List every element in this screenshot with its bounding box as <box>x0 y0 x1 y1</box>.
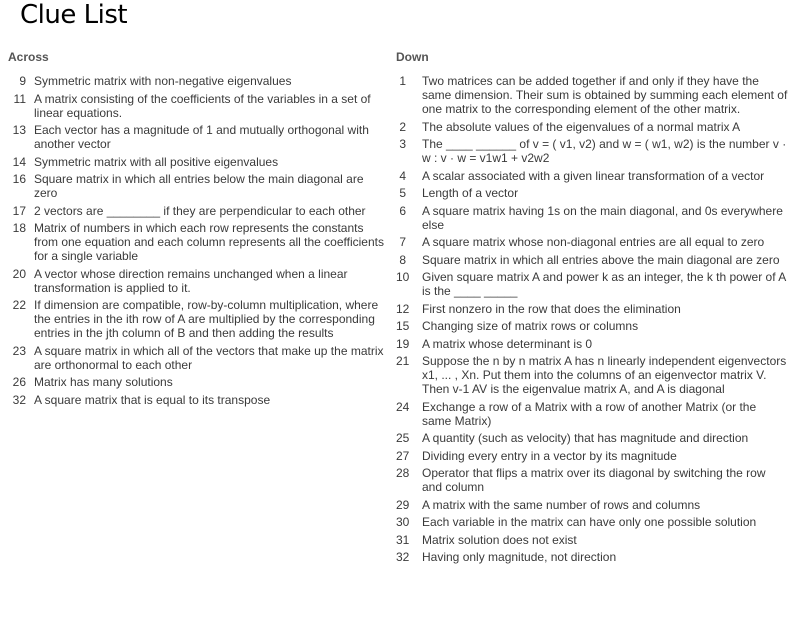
clue-item <box>396 120 788 134</box>
across-column <box>8 50 388 410</box>
clue-text: First nonzero in the row that does the elimination <box>422 301 681 316</box>
clue-number: 17 <box>12 203 26 218</box>
clue-number: 13 <box>12 123 26 137</box>
clue-item <box>396 186 788 200</box>
clue-text: Symmetric matrix with non-negative eigenvalues <box>34 74 292 88</box>
clue-item <box>396 302 788 316</box>
clue-text: Square matrix in which all entries above the main diagonal are zero <box>422 252 780 267</box>
clue-number: 25 <box>396 431 410 445</box>
clue-item <box>8 344 388 372</box>
clue-item <box>396 169 788 183</box>
clue-text: If dimension are compatible, row-by-column multiplication, where the entries in the ith row of A are multiplied by the corresponding entries in the jth column of B and then adding the results <box>34 298 379 340</box>
clue-number: 14 <box>12 154 26 169</box>
clue-text: A matrix consisting of the coefficients of the variables in a set of linear equations. <box>34 91 371 120</box>
clue-item <box>396 319 788 333</box>
clue-number: 30 <box>396 515 410 529</box>
clue-item <box>8 74 388 88</box>
clue-number: 26 <box>12 375 26 389</box>
down-heading: Down <box>396 50 429 64</box>
clue-text: Operator that flips a matrix over its diagonal by switching the row and column <box>422 466 766 494</box>
clue-number: 29 <box>396 497 410 512</box>
clue-text: Changing size of matrix rows or columns <box>422 319 639 333</box>
clue-item <box>396 270 788 298</box>
clue-item <box>396 400 788 428</box>
clue-number: 32 <box>396 550 410 564</box>
clue-item <box>8 123 388 151</box>
clue-item <box>396 550 788 564</box>
clue-item <box>396 449 788 463</box>
clue-text: A matrix whose determinant is 0 <box>422 336 593 351</box>
clue-text: A square matrix whose non-diagonal entries are all equal to zero <box>422 235 765 249</box>
clue-number: 1 <box>399 74 406 88</box>
clue-number: 6 <box>399 203 406 218</box>
clue-text: Exchange a row of a Matrix with a row of another Matrix (or the same Matrix) <box>422 399 757 428</box>
clue-item <box>8 155 388 169</box>
clue-item <box>396 74 788 116</box>
clue-text: The ____ ______ of v = ( v1, v2) and w = ( w1, w2) is the number v · w : v · w = v1w1 + v2w2 <box>422 137 787 165</box>
clue-text: Square matrix in which all entries below the main diagonal are zero <box>34 172 364 200</box>
clue-item <box>8 393 388 407</box>
clue-number: 18 <box>12 221 26 235</box>
clue-number: 20 <box>12 266 26 281</box>
clue-number: 21 <box>396 354 410 368</box>
clue-text: Length of a vector <box>422 186 519 200</box>
clue-text: A quantity (such as velocity) that has magnitude and direction <box>422 431 749 445</box>
clue-number: 2 <box>399 119 406 134</box>
clue-item <box>396 337 788 351</box>
clue-number: 31 <box>396 532 410 547</box>
clue-item <box>8 298 388 340</box>
clue-item <box>396 533 788 547</box>
clue-item <box>8 267 388 295</box>
clue-item <box>396 235 788 249</box>
clue-number: 12 <box>396 301 410 316</box>
clue-item <box>396 466 788 494</box>
clue-number: 16 <box>12 172 26 186</box>
clue-number: 32 <box>12 392 26 407</box>
clue-item <box>8 204 388 218</box>
clue-text: A square matrix in which all of the vectors that make up the matrix are orthonormal to each other <box>34 343 384 372</box>
clue-text: Suppose the n by n matrix A has n linearly independent eigenvectors x1, ... , Xn. Put them into the columns of an eigenvector matrix V. Then v-1 AV is the eigenvalue matrix A, and A is diagonal <box>422 354 787 396</box>
clue-text: The absolute values of the eigenvalues of a normal matrix A <box>422 119 741 134</box>
across-clue-list <box>8 74 388 407</box>
clue-number: 22 <box>12 298 26 312</box>
clue-number: 7 <box>399 235 406 249</box>
clue-item <box>396 204 788 232</box>
clue-item <box>396 253 788 267</box>
clue-item <box>8 375 388 389</box>
down-clue-list <box>396 74 788 564</box>
clue-item <box>396 515 788 529</box>
clue-text: Two matrices can be added together if and only if they have the same dimension. Their sum is obtained by summing each element of one matrix to the corresponding element of the other matrix. <box>422 74 788 116</box>
clue-text: Symmetric matrix with all positive eigenvalues <box>34 154 279 169</box>
clue-number: 11 <box>13 91 26 106</box>
down-column <box>396 50 788 568</box>
clue-text: A vector whose direction remains unchanged when a linear transformation is applied to it. <box>34 266 348 295</box>
clue-number: 9 <box>19 74 26 88</box>
clue-number: 15 <box>396 319 410 333</box>
clue-text: Matrix solution does not exist <box>422 532 577 547</box>
clue-number: 28 <box>396 466 410 480</box>
clue-number: 3 <box>399 137 406 151</box>
clue-number: 24 <box>396 399 410 414</box>
clue-text: A matrix with the same number of rows and columns <box>422 497 701 512</box>
clue-number: 10 <box>396 270 410 284</box>
clue-item <box>396 498 788 512</box>
clue-item <box>8 221 388 263</box>
clue-number: 8 <box>399 252 406 267</box>
clue-number: 5 <box>399 186 406 200</box>
clue-text: A scalar associated with a given linear transformation of a vector <box>422 168 765 183</box>
clue-text: Matrix of numbers in which each row represents the constants from one equation and each column represents all the coefficients for a single variable <box>34 221 384 263</box>
clue-item <box>396 354 788 396</box>
clue-text: Each vector has a magnitude of 1 and mutually orthogonal with another vector <box>34 123 369 151</box>
clue-text: Matrix has many solutions <box>34 375 173 389</box>
clue-text: Each variable in the matrix can have only one possible solution <box>422 515 757 529</box>
clue-text: Given square matrix A and power k as an integer, the k th power of A is the ____ _____ <box>422 270 786 298</box>
clue-item <box>8 172 388 200</box>
clue-text: 2 vectors are ________ if they are perpendicular to each other <box>34 203 366 218</box>
clue-number: 23 <box>12 343 26 358</box>
clue-item <box>396 431 788 445</box>
clue-text: Having only magnitude, not direction <box>422 550 617 564</box>
clue-item <box>396 137 788 165</box>
across-heading: Across <box>8 50 49 64</box>
clue-text: Dividing every entry in a vector by its magnitude <box>422 448 677 463</box>
clue-number: 19 <box>396 336 410 351</box>
clue-text: A square matrix having 1s on the main diagonal, and 0s everywhere else <box>422 203 783 232</box>
clue-number: 27 <box>396 448 410 463</box>
clue-text: A square matrix that is equal to its transpose <box>34 392 271 407</box>
clue-number: 4 <box>399 168 406 183</box>
clue-item <box>8 92 388 120</box>
page-title: Clue List <box>20 0 128 30</box>
